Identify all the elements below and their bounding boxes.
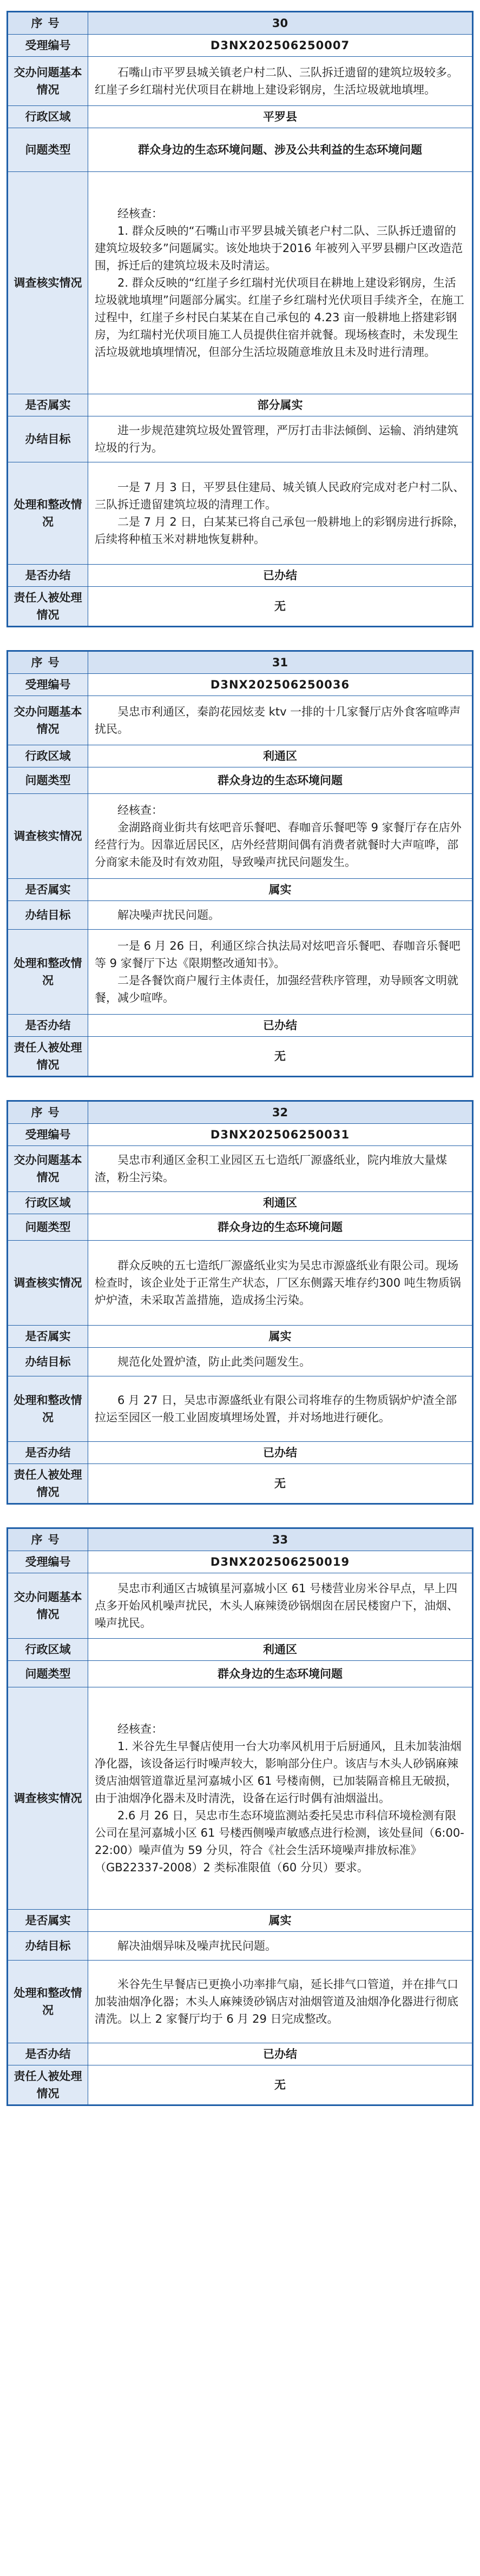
verdict-row [8,1326,472,1348]
investigation-value [88,794,472,879]
code-value: D3NX202506250031 [88,1124,472,1146]
goal-row [8,901,472,930]
verdict-row [8,394,472,416]
handling-value [88,462,472,565]
handling-label: 处理和整改情况 [8,930,88,1015]
investigation-paragraph: 经核查： [117,1723,163,1736]
handling-paragraph: 二是 7 月 2 日，白某某已将自己承包一般耕地上的彩钢房进行拆除，后续将种植玉米对耕地恢复耕种。 [95,515,465,546]
case-table [8,651,472,1076]
accountability-row [8,587,472,626]
seq-label: 序号 [8,652,88,674]
accountability-label: 责任人被处理情况 [8,1037,88,1076]
investigation-paragraph: 经核查： [117,804,163,817]
code-value: D3NX202506250007 [88,35,472,57]
handling-row [8,1376,472,1442]
status-row [8,565,472,587]
investigation-paragraph: 经核查： [117,207,163,220]
status-label: 是否办结 [8,1442,88,1464]
basic-label: 交办问题基本情况 [8,57,88,106]
accountability-label: 责任人被处理情况 [8,1464,88,1504]
handling-value [88,930,472,1015]
case-card [6,650,474,1077]
goal-row [8,416,472,462]
basic-label: 交办问题基本情况 [8,1146,88,1192]
seq-label: 序号 [8,12,88,35]
goal-value: 解决油烟异味及噪声扰民问题。 [117,1939,277,1952]
region-value: 平罗县 [88,106,472,128]
case-card [6,1527,474,2106]
case-table [8,1528,472,2105]
investigation-label: 调查核实情况 [8,794,88,879]
investigation-row [8,172,472,394]
investigation-row [8,794,472,879]
type-label: 问题类型 [8,767,88,794]
investigation-paragraph: 1. 群众反映的“石嘴山市平罗县城关镇老户村二队、三队拆迁遗留的建筑垃圾较多”问题属实。该处地块于2016 年被列入平罗县棚户区改造范围，拆迁后的建筑垃圾未及时清运。 [95,224,463,272]
basic-value: 石嘴山市平罗县城关镇老户村二队、三队拆迁遗留的建筑垃圾较多。红崖子乡红瑞村光伏项目在耕地上建设彩钢房，生活垃圾就地填埋。 [95,66,458,96]
type-label: 问题类型 [8,128,88,172]
region-row [8,106,472,128]
goal-label: 办结目标 [8,416,88,462]
case-card [6,11,474,627]
investigation-paragraph: 群众反映的五七造纸厂源盛纸业实为吴忠市源盛纸业有限公司。现场检查时，该企业处于正常生产状态，厂区东侧露天堆存约300 吨生物质锅炉炉渣，未采取苫盖措施，造成扬尘污染。 [95,1259,461,1307]
code-value: D3NX202506250019 [88,1551,472,1573]
handling-paragraph: 6 月 27 日，吴忠市源盛纸业有限公司将堆存的生物质锅炉炉渣全部拉运至园区一般工业固废填埋场处置，并对场地进行硬化。 [95,1394,457,1424]
region-row [8,745,472,767]
region-value: 利通区 [88,745,472,767]
handling-label: 处理和整改情况 [8,1376,88,1442]
investigation-label: 调查核实情况 [8,1241,88,1326]
seq-value: 31 [88,652,472,674]
seq-row [8,652,472,674]
handling-label: 处理和整改情况 [8,462,88,565]
status-row [8,2043,472,2065]
accountability-value: 无 [88,1464,472,1504]
seq-row [8,1102,472,1124]
basic-value: 吴忠市利通区古城镇星河嘉城小区 61 号楼营业房米谷早点，早上四点多开始风机噪声扰民，木头人麻辣烫砂锅烟囱在居民楼窗户下，油烟、噪声扰民。 [95,1582,458,1630]
type-label: 问题类型 [8,1661,88,1687]
region-value: 利通区 [88,1639,472,1661]
region-value: 利通区 [88,1192,472,1214]
code-row [8,35,472,57]
seq-label: 序号 [8,1529,88,1551]
basic-row [8,57,472,106]
handling-label: 处理和整改情况 [8,1961,88,2043]
verdict-label: 是否属实 [8,394,88,416]
goal-row [8,1348,472,1376]
verdict-row [8,1910,472,1932]
goal-label: 办结目标 [8,901,88,930]
goal-label: 办结目标 [8,1348,88,1376]
investigation-value [88,172,472,394]
handling-value [88,1961,472,2043]
type-value: 群众身边的生态环境问题 [88,1661,472,1687]
type-row [8,767,472,794]
verdict-value: 属实 [88,1910,472,1932]
investigation-paragraph: 1. 米谷先生早餐店使用一台大功率风机用于后厨通风，且未加装油烟净化器，该设备运行时噪声较大，影响部分住户。该店与木头人砂锅麻辣烫店油烟管道靠近星河嘉城小区 61 号楼南侧，已加装隔音棉且无破损，由于油烟净化器未及时清洗，设备在运行时偶有油烟溢出。 [95,1740,462,1805]
case-table [8,12,472,626]
seq-value: 32 [88,1102,472,1124]
handling-paragraph: 米谷先生早餐店已更换小功率排气扇，延长排气口管道，并在排气口加装油烟净化器；木头人麻辣烫砂锅店对油烟管道及油烟净化器进行彻底清洗。以上 2 家餐厅均于 6 月 29 日完成整改。 [95,1978,458,2025]
accountability-label: 责任人被处理情况 [8,2065,88,2105]
verdict-value: 属实 [88,879,472,901]
accountability-value: 无 [88,1037,472,1076]
region-row [8,1192,472,1214]
status-value: 已办结 [88,1442,472,1464]
goal-value: 解决噪声扰民问题。 [117,909,220,922]
investigation-row [8,1687,472,1910]
verdict-row [8,879,472,901]
basic-row [8,1146,472,1192]
code-row [8,1124,472,1146]
goal-value: 进一步规范建筑垃圾处置管理，严厉打击非法倾倒、运输、消纳建筑垃圾的行为。 [95,424,458,454]
status-value: 已办结 [88,1015,472,1037]
type-row [8,1214,472,1241]
investigation-value [88,1687,472,1910]
accountability-row [8,1464,472,1504]
status-value: 已办结 [88,2043,472,2065]
investigation-label: 调查核实情况 [8,1687,88,1910]
handling-row [8,1961,472,2043]
seq-row [8,12,472,35]
goal-label: 办结目标 [8,1932,88,1961]
seq-row [8,1529,472,1551]
status-label: 是否办结 [8,565,88,587]
code-label: 受理编号 [8,1551,88,1573]
verdict-label: 是否属实 [8,1910,88,1932]
case-table [8,1101,472,1504]
verdict-value: 属实 [88,1326,472,1348]
basic-label: 交办问题基本情况 [8,696,88,745]
handling-row [8,462,472,565]
type-row [8,1661,472,1687]
handling-value [88,1376,472,1442]
region-row [8,1639,472,1661]
handling-row [8,930,472,1015]
code-label: 受理编号 [8,35,88,57]
verdict-value: 部分属实 [88,394,472,416]
goal-row [8,1932,472,1961]
accountability-label: 责任人被处理情况 [8,587,88,626]
accountability-value: 无 [88,587,472,626]
status-value: 已办结 [88,565,472,587]
region-label: 行政区域 [8,106,88,128]
investigation-value [88,1241,472,1326]
basic-row [8,696,472,745]
investigation-paragraph: 金湖路商业街共有炫吧音乐餐吧、春咖音乐餐吧等 9 家餐厅存在店外经营行为。因靠近居民区，店外经营期间偶有消费者就餐时大声喧哗，部分商家未能及时有效劝阻，导致噪声扰民问题发生。 [95,821,462,869]
seq-value: 33 [88,1529,472,1551]
status-row [8,1015,472,1037]
basic-value: 吴忠市利通区，秦韵花园炫麦 ktv 一排的十几家餐厅店外食客喧哗声扰民。 [95,705,461,736]
accountability-row [8,2065,472,2105]
status-label: 是否办结 [8,2043,88,2065]
investigation-paragraph: 2. 群众反映的“红崖子乡红瑞村光伏项目在耕地上建设彩钢房，生活垃圾就地填埋”问题部分属实。红崖子乡红瑞村光伏项目手续齐全，在施工过程中，红崖子乡村民白某某在自己承包的 4.23 亩一般耕地上搭建彩钢房，为红瑞村光伏项目施工人员提供住宿并就餐。现场核查时，未发现生活垃圾就地填埋情况，但部分生活垃圾随意堆放且未及时进行清理。 [95,276,464,359]
code-label: 受理编号 [8,674,88,696]
basic-value: 吴忠市利通区金积工业园区五七造纸厂源盛纸业，院内堆放大量煤渣，粉尘污染。 [95,1154,447,1184]
handling-paragraph: 二是各餐饮商户履行主体责任，加强经营秩序管理，劝导顾客文明就餐，减少喧哗。 [95,974,458,1004]
code-row [8,1551,472,1573]
code-value: D3NX202506250036 [88,674,472,696]
case-card [6,1100,474,1505]
handling-paragraph: 一是 7 月 3 日，平罗县住建局、城关镇人民政府完成对老户村二队、三队拆迁遗留建筑垃圾的清理工作。 [95,481,465,511]
accountability-value: 无 [88,2065,472,2105]
type-value: 群众身边的生态环境问题、涉及公共利益的生态环境问题 [88,128,472,172]
investigation-label: 调查核实情况 [8,172,88,394]
basic-label: 交办问题基本情况 [8,1573,88,1639]
handling-paragraph: 一是 6 月 26 日，利通区综合执法局对炫吧音乐餐吧、春咖音乐餐吧等 9 家餐厅下达《限期整改通知书》。 [95,939,461,970]
type-row [8,128,472,172]
goal-value: 规范化处置炉渣，防止此类问题发生。 [117,1355,311,1368]
type-value: 群众身边的生态环境问题 [88,1214,472,1241]
status-label: 是否办结 [8,1015,88,1037]
basic-row [8,1573,472,1639]
verdict-label: 是否属实 [8,1326,88,1348]
status-row [8,1442,472,1464]
verdict-label: 是否属实 [8,879,88,901]
type-label: 问题类型 [8,1214,88,1241]
investigation-paragraph: 2.6 月 26 日，吴忠市生态环境监测站委托吴忠市科信环境检测有限公司在星河嘉城小区 61 号楼西侧噪声敏感点进行检测，该处昼间（6:00-22:00）噪声值为 59 分贝，符合《社会生活环境噪声排放标准》（GB22337-2008）2 类标准限值（60 分贝）要求。 [95,1809,464,1874]
accountability-row [8,1037,472,1076]
code-row [8,674,472,696]
region-label: 行政区域 [8,1192,88,1214]
seq-value: 30 [88,12,472,35]
region-label: 行政区域 [8,745,88,767]
region-label: 行政区域 [8,1639,88,1661]
code-label: 受理编号 [8,1124,88,1146]
investigation-row [8,1241,472,1326]
seq-label: 序号 [8,1102,88,1124]
type-value: 群众身边的生态环境问题 [88,767,472,794]
